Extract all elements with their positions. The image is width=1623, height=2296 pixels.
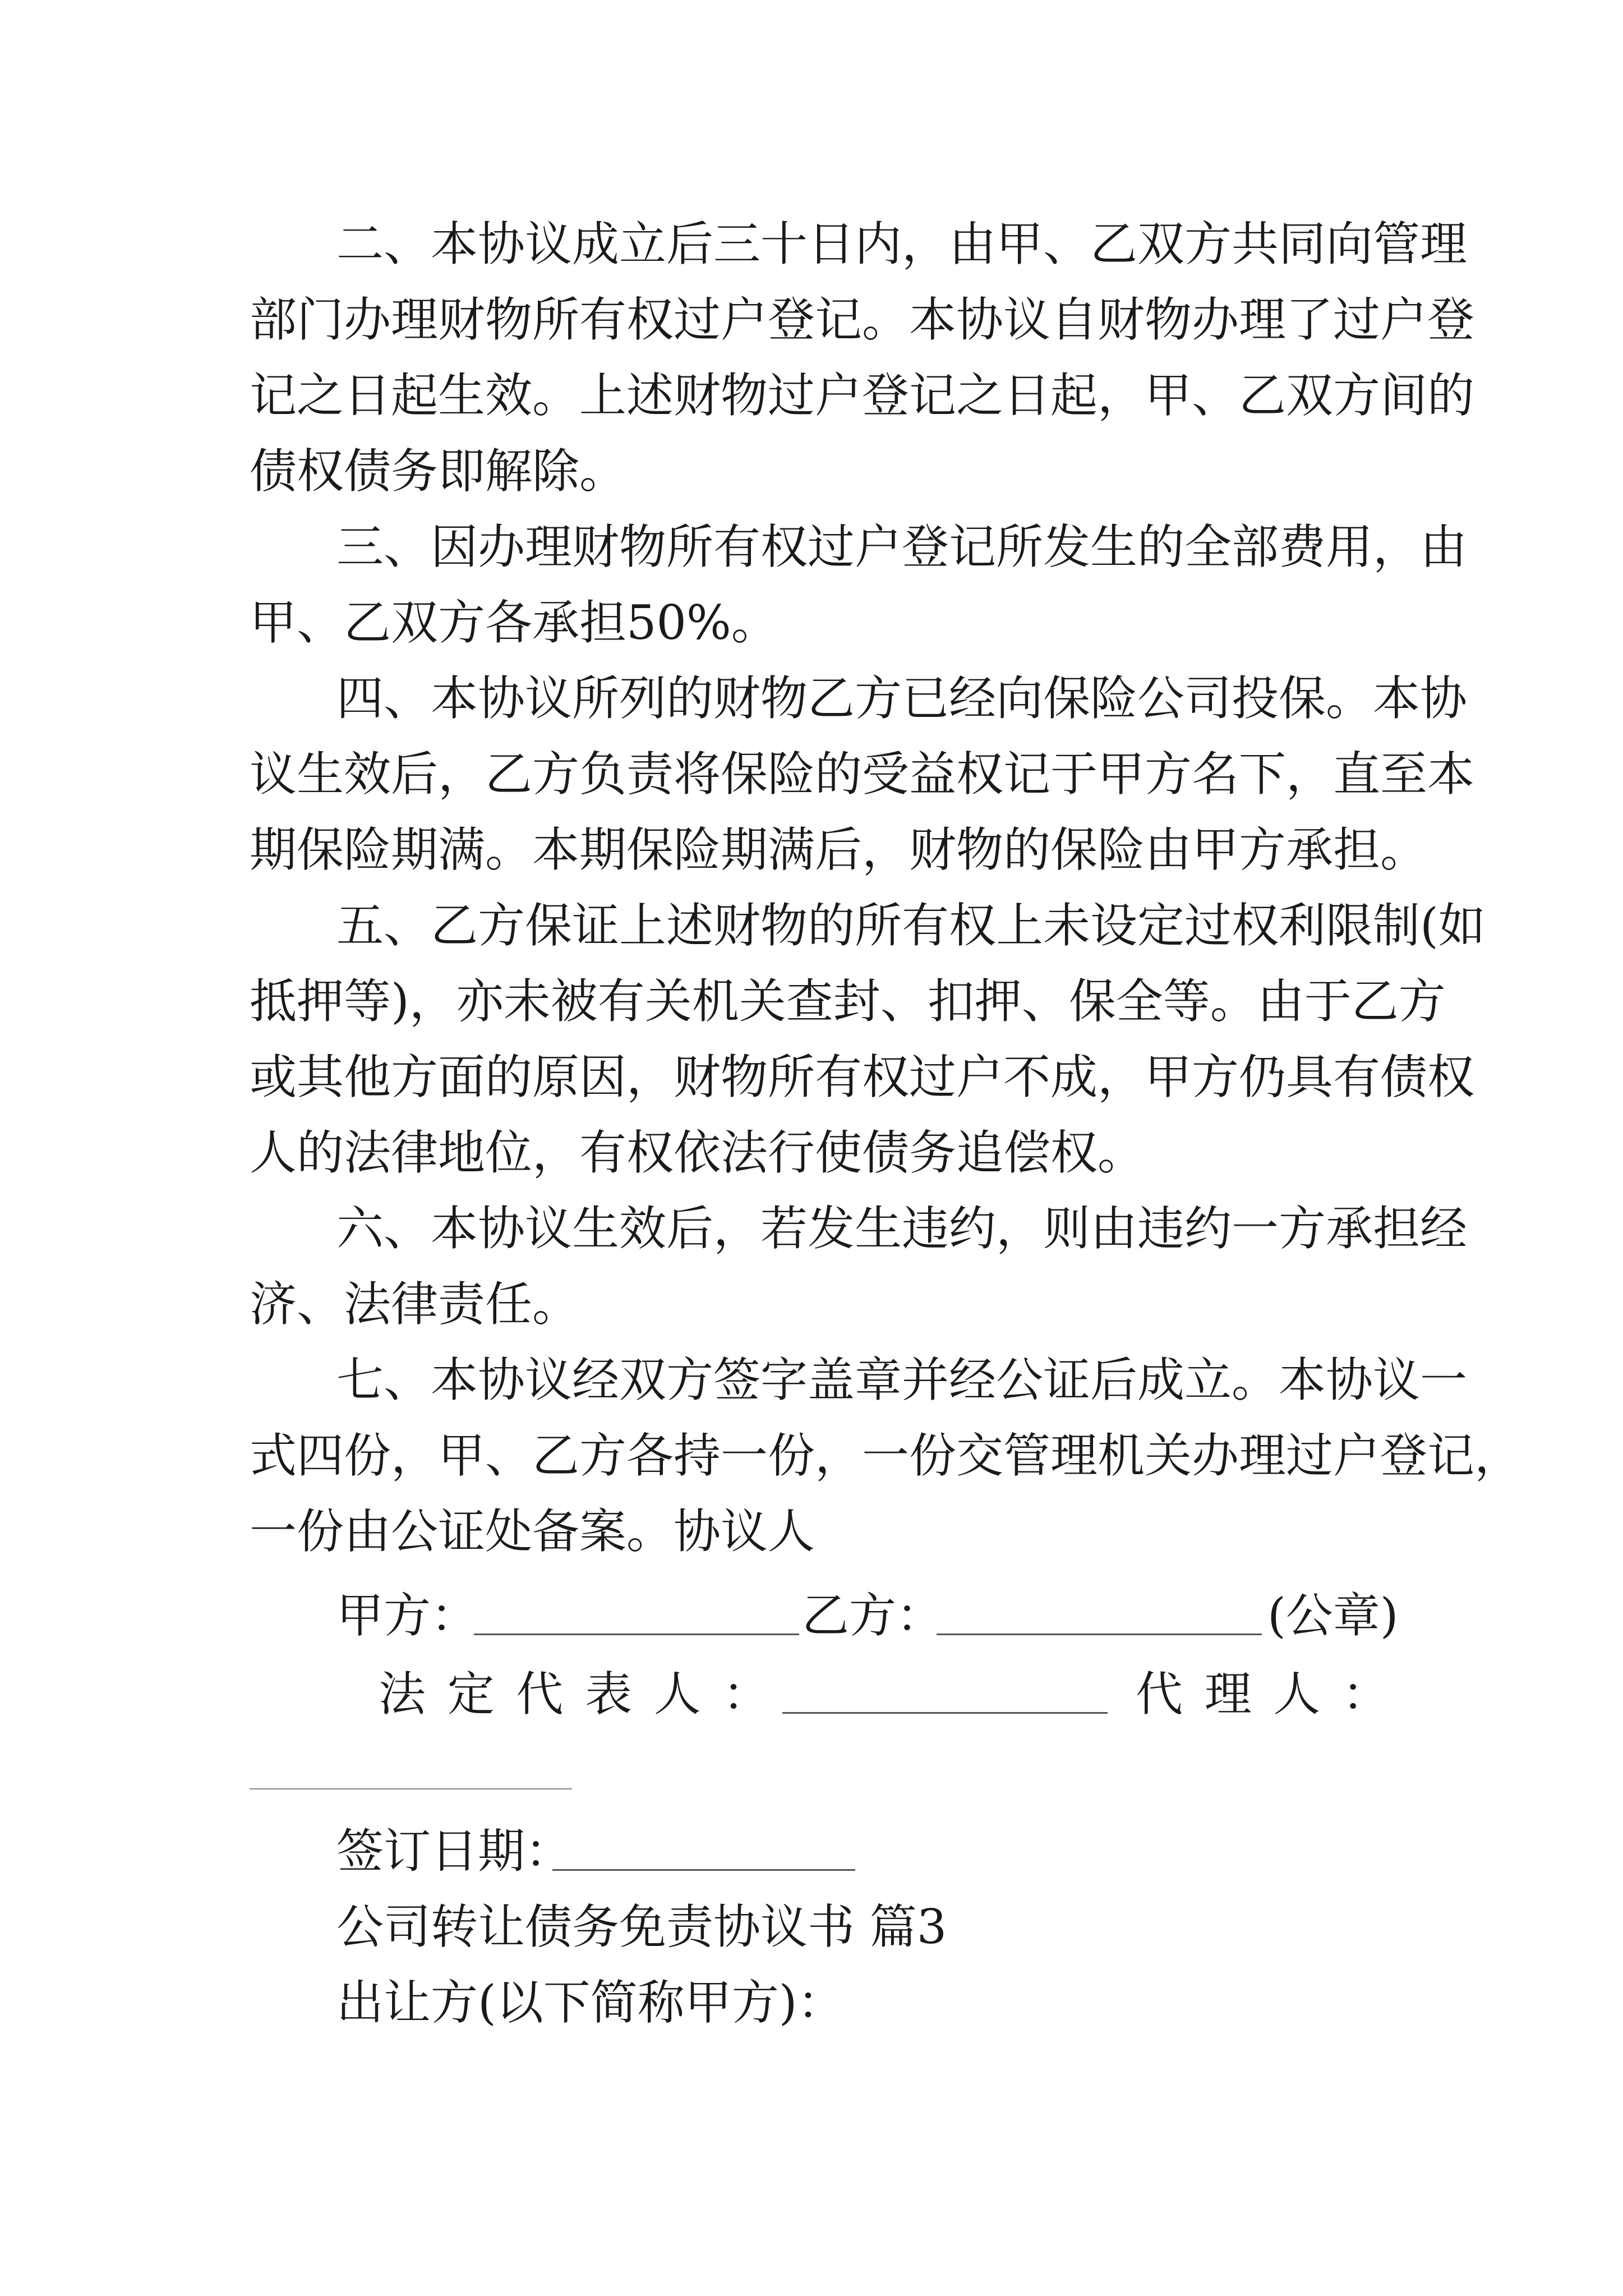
section-title: 公司转让债务免责协议书 篇3 <box>336 1899 947 1954</box>
transferor-label: 出让方(以下简称甲方)： <box>336 1975 845 2030</box>
seal-label: (公章) <box>1267 1588 1399 1643</box>
party-b-blank <box>937 1634 1262 1635</box>
clause-2-line-4: 债权债务即解除。 <box>250 444 627 499</box>
clause-3-line-2: 甲、乙双方各承担50%。 <box>250 595 778 650</box>
clause-6-line-2: 济、法律责任。 <box>250 1277 580 1332</box>
clause-7-line-2: 式四份，甲、乙方各持一份，一份交管理机关办理过户登记， <box>250 1428 1522 1483</box>
clause-3-line-1: 三、因办理财物所有权过户登记所发生的全部费用，由 <box>336 519 1468 574</box>
clause-4-line-3: 期保险期满。本期保险期满后，财物的保险由甲方承担。 <box>250 822 1428 877</box>
signing-date-blank <box>552 1869 855 1871</box>
clause-2-line-3: 记之日起生效。上述财物过户登记之日起，甲、乙双方间的 <box>250 368 1475 423</box>
party-a-label: 甲方： <box>336 1588 478 1643</box>
clause-5-line-3: 或其他方面的原因，财物所有权过户不成，甲方仍具有债权 <box>250 1050 1475 1105</box>
clause-5-line-2: 抵押等)，亦未被有关机关查封、扣押、保全等。由于乙方 <box>250 974 1446 1029</box>
legal-rep-blank <box>782 1712 1108 1714</box>
clause-2-line-1: 二、本协议成立后三十日内，由甲、乙双方共同向管理 <box>336 217 1468 272</box>
clause-4-line-1: 四、本协议所列的财物乙方已经向保险公司投保。本协 <box>336 671 1468 726</box>
clause-2-line-2: 部门办理财物所有权过户登记。本协议自财物办理了过户登 <box>250 292 1475 347</box>
clause-6-line-1: 六、本协议生效后，若发生违约，则由违约一方承担经 <box>336 1201 1468 1256</box>
party-a-blank <box>474 1634 799 1635</box>
clause-4-line-2: 议生效后，乙方负责将保险的受益权记于甲方名下，直至本 <box>250 747 1475 802</box>
clause-5-line-4: 人的法律地位，有权依法行使债务追偿权。 <box>250 1125 1145 1180</box>
legal-rep-label: 法 定 代 表 人 ： <box>379 1667 773 1722</box>
agent-blank <box>250 1788 572 1789</box>
clause-5-line-1: 五、乙方保证上述财物的所有权上未设定过权利限制(如 <box>336 898 1486 953</box>
clause-7-line-1: 七、本协议经双方签字盖章并经公证后成立。本协议一 <box>336 1352 1468 1407</box>
party-b-label: 乙方： <box>802 1588 944 1643</box>
clause-7-line-3: 一份由公证处备案。协议人 <box>250 1504 815 1559</box>
agent-label: 代 理 人 ： <box>1136 1667 1393 1722</box>
signing-date-label: 签订日期： <box>336 1824 573 1879</box>
